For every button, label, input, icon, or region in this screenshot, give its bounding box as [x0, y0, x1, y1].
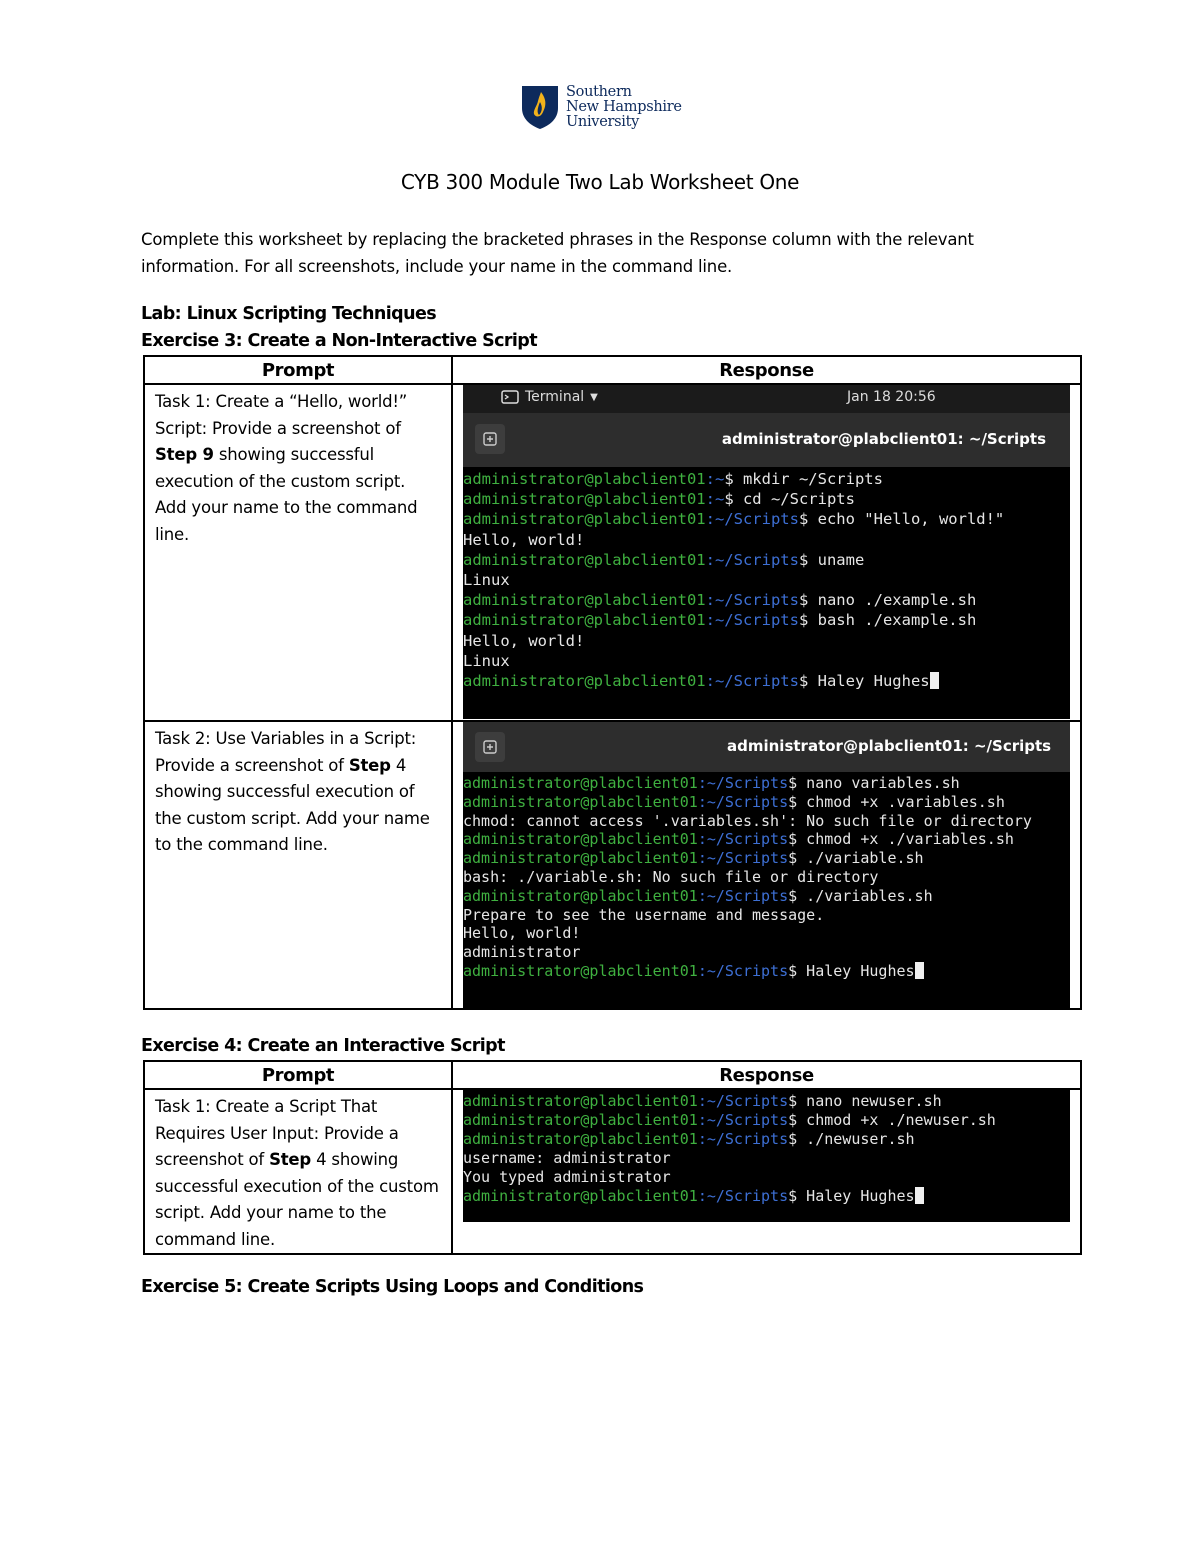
prompt-user: administrator@plabclient01: [463, 591, 706, 610]
terminal-line: [463, 489, 1070, 509]
prompt-user: administrator@plabclient01: [463, 886, 698, 905]
terminal-line: [463, 1092, 1070, 1111]
task-1-response: [452, 384, 1081, 721]
task-text: 4 showing successful execution of the custom script. Add your name to the command line.: [155, 755, 430, 854]
line-text: Hello, world!: [463, 924, 581, 943]
line-text: $ chmod +x ./newuser.sh: [788, 1111, 996, 1129]
prompt-user: administrator@plabclient01: [463, 470, 706, 488]
line-text: $ uname: [798, 550, 865, 569]
line-text: username: administrator: [463, 1149, 671, 1167]
lab-heading: Lab: Linux Scripting Techniques: [141, 304, 437, 324]
logo-line-3: University: [566, 113, 639, 130]
response-column-header: Response: [452, 1061, 1081, 1089]
line-text: $ Haley Hughes: [798, 672, 930, 691]
line-text: $ cd ~/Scripts: [724, 490, 855, 509]
prompt-path: :~/Scripts: [697, 849, 789, 868]
line-text: bash: ./variable.sh: No such file or directory: [463, 867, 879, 886]
prompt-column-header: Prompt: [144, 356, 452, 384]
step-label: Step: [348, 755, 391, 775]
terminal-line: [463, 906, 1070, 925]
desktop-top-bar: [463, 385, 1070, 413]
terminal-line: [463, 868, 1070, 887]
prompt-path: :~/Scripts: [697, 1130, 789, 1148]
task-2-response: [452, 721, 1081, 1009]
prompt-path: :~: [705, 470, 725, 488]
prompt-user: administrator@plabclient01: [463, 611, 706, 630]
prompt-user: administrator@plabclient01: [463, 961, 698, 980]
terminal-cursor: [915, 962, 924, 979]
line-text: $ echo "Hello, world!": [798, 510, 1005, 529]
terminal-line: [463, 793, 1070, 812]
prompt-user: administrator@plabclient01: [463, 672, 706, 691]
prompt-user: administrator@plabclient01: [463, 830, 698, 849]
terminal-output: [463, 772, 1070, 1008]
intro-paragraph: Complete this worksheet by replacing the bracketed phrases in the Response column with the relevant information. For all screenshots, include your name in the command line.: [141, 230, 974, 276]
response-column-header: Response: [452, 356, 1081, 384]
logo-line-2: New Hampshire: [566, 98, 682, 115]
prompt-path: :~/Scripts: [697, 792, 789, 811]
page-title: CYB 300 Module Two Lab Worksheet One: [400, 170, 800, 194]
prompt-path: :~/Scripts: [705, 510, 799, 529]
line-text: $ Haley Hughes: [788, 961, 915, 980]
line-text: $ ./newuser.sh: [788, 1130, 915, 1148]
terminal-title-bar: [463, 413, 1070, 467]
exercise-4-table: [143, 1060, 1082, 1255]
terminal-line: [463, 509, 1070, 529]
terminal-line: [463, 830, 1070, 849]
terminal-line: [463, 924, 1070, 943]
prompt-user: administrator@plabclient01: [463, 510, 706, 529]
prompt-user: administrator@plabclient01: [463, 774, 698, 792]
prompt-path: :~/Scripts: [697, 1187, 789, 1205]
shield-flame-icon: [520, 84, 560, 130]
terminal-line: [463, 943, 1070, 962]
chevron-down-icon: ▼: [590, 391, 598, 403]
terminal-output: [463, 467, 1070, 719]
line-text: chmod: cannot access '.variables.sh': No such file or directory: [463, 811, 1032, 830]
prompt-user: administrator@plabclient01: [463, 1092, 698, 1110]
task-text: Task 1: Create a Script That Requires User Input: Provide a screenshot of: [155, 1097, 399, 1169]
university-logo: [520, 84, 682, 130]
prompt-path: :~/Scripts: [697, 886, 789, 905]
task-text: Task 1: Create a “Hello, world!” Script: Provide a screenshot of: [155, 392, 408, 438]
terminal-app-menu: [501, 389, 598, 405]
prompt-path: :~/Scripts: [705, 672, 799, 691]
prompt-user: administrator@plabclient01: [463, 1111, 698, 1129]
task-1-prompt: [144, 1089, 452, 1254]
prompt-user: administrator@plabclient01: [463, 1130, 698, 1148]
terminal-line: [463, 550, 1070, 570]
line-text: $ mkdir ~/Scripts: [724, 470, 883, 488]
task-2-prompt: [144, 721, 452, 1009]
exercise-3-table: [143, 355, 1082, 1010]
terminal-line: [463, 631, 1070, 651]
line-text: Linux: [463, 571, 510, 590]
terminal-line: [463, 1149, 1070, 1168]
terminal-screenshot: [463, 1090, 1070, 1222]
line-text: $ nano variables.sh: [788, 774, 960, 792]
terminal-line: [463, 1130, 1070, 1149]
window-title: administrator@plabclient01: ~/Scripts: [727, 737, 1052, 755]
prompt-path: :~/Scripts: [697, 774, 789, 792]
prompt-user: administrator@plabclient01: [463, 1187, 698, 1205]
terminal-line: [463, 1187, 1070, 1206]
step-label: Step: [269, 1150, 312, 1169]
terminal-cursor: [915, 1187, 924, 1204]
terminal-line: [463, 570, 1070, 590]
terminal-line: [463, 962, 1070, 981]
terminal-output: [463, 1090, 1070, 1222]
prompt-column-header: Prompt: [144, 1061, 452, 1089]
line-text: $ bash ./example.sh: [798, 611, 977, 630]
new-tab-icon: [475, 424, 505, 454]
logo-line-1: Southern: [566, 83, 632, 100]
terminal-line: [463, 610, 1070, 630]
prompt-path: :~: [705, 490, 725, 509]
window-title: administrator@plabclient01: ~/Scripts: [721, 430, 1046, 448]
line-text: $ ./variables.sh: [788, 886, 933, 905]
terminal-screenshot: [463, 385, 1070, 719]
prompt-path: :~/Scripts: [705, 611, 799, 630]
terminal-line: [463, 671, 1070, 691]
line-text: $ nano ./example.sh: [798, 591, 977, 610]
terminal-cursor: [930, 672, 939, 689]
exercise-3-heading: Exercise 3: Create a Non-Interactive Script: [141, 331, 537, 351]
terminal-line: [463, 1168, 1070, 1187]
line-text: administrator: [463, 943, 581, 962]
terminal-line: [463, 812, 1070, 831]
line-text: Prepare to see the username and message.: [463, 905, 825, 924]
terminal-line: [463, 1111, 1070, 1130]
task-text: 4 showing successful execution of the custom script. Add your name to the command line.: [155, 1150, 439, 1249]
terminal-line: [463, 887, 1070, 906]
prompt-path: :~/Scripts: [705, 550, 799, 569]
step-label: Step 9: [155, 445, 214, 464]
prompt-path: :~/Scripts: [697, 830, 789, 849]
line-text: $ chmod +x ./variables.sh: [788, 830, 1014, 849]
exercise-4-heading: Exercise 4: Create an Interactive Script: [141, 1036, 505, 1056]
line-text: You typed administrator: [463, 1168, 671, 1186]
prompt-path: :~/Scripts: [697, 1111, 789, 1129]
terminal-screenshot: [463, 722, 1070, 1008]
new-tab-icon: [475, 732, 505, 762]
task-1-prompt: [144, 384, 452, 721]
line-text: Linux: [463, 651, 510, 670]
line-text: Hello, world!: [463, 631, 585, 650]
terminal-line: [463, 590, 1070, 610]
clock: Jan 18 20:56: [847, 389, 936, 405]
prompt-user: administrator@plabclient01: [463, 849, 698, 868]
line-text: $ Haley Hughes: [788, 1187, 915, 1205]
line-text: Hello, world!: [463, 530, 585, 549]
exercise-5-heading: Exercise 5: Create Scripts Using Loops and Conditions: [141, 1277, 644, 1297]
terminal-line: [463, 469, 1070, 489]
terminal-line: [463, 849, 1070, 868]
task-text: showing successful execution of the custom script. Add your name to the command line.: [155, 445, 418, 544]
prompt-user: administrator@plabclient01: [463, 550, 706, 569]
logo-wordmark: [566, 85, 682, 130]
terminal-line: [463, 530, 1070, 550]
line-text: $ nano newuser.sh: [788, 1092, 942, 1110]
prompt-path: :~/Scripts: [697, 961, 789, 980]
terminal-icon: [501, 390, 519, 404]
task-1-response: [452, 1089, 1081, 1254]
terminal-line: [463, 774, 1070, 793]
app-label: Terminal: [525, 389, 585, 405]
prompt-path: :~/Scripts: [697, 1092, 789, 1110]
terminal-line: [463, 651, 1070, 671]
line-text: $ ./variable.sh: [788, 849, 924, 868]
task-text: Task 2: Use Variables in a Script: Provide a screenshot of: [155, 729, 417, 775]
terminal-title-bar: [463, 722, 1070, 772]
prompt-user: administrator@plabclient01: [463, 792, 698, 811]
prompt-path: :~/Scripts: [705, 591, 799, 610]
prompt-user: administrator@plabclient01: [463, 490, 706, 509]
line-text: $ chmod +x .variables.sh: [788, 792, 1005, 811]
